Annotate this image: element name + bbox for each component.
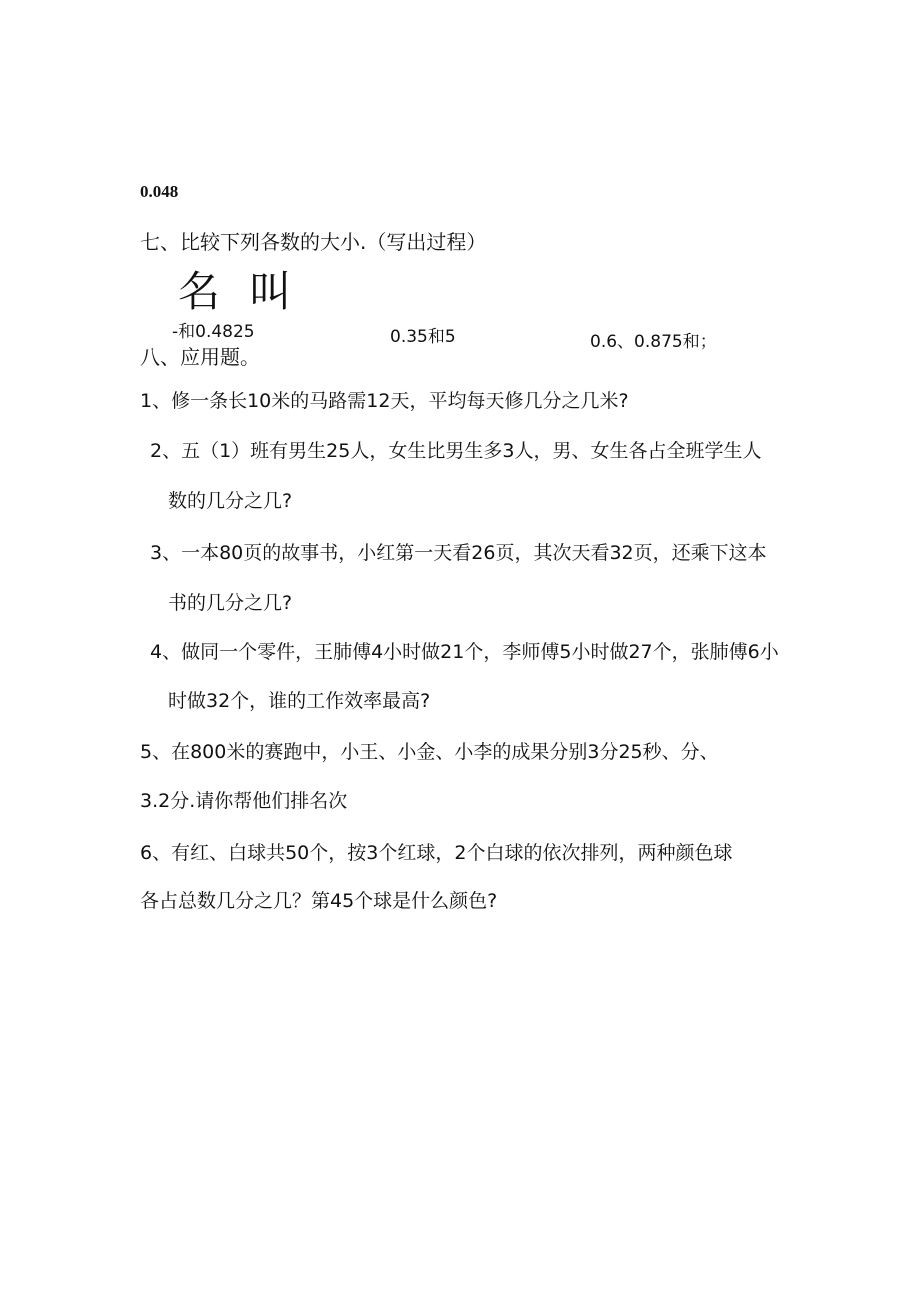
compare-item-2: 0.35和5 xyxy=(390,327,456,347)
question-6-line-1: 6、有红、白球共50个，按3个红球，2个白球的依次排列，两种颜色球 xyxy=(140,842,733,864)
question-4-line-2: 时做32个，谁的工作效率最高? xyxy=(168,690,431,712)
question-4-line-1: 4、做同一个零件，王肺傅4小时做21个，李师傅5小时做27个，张肺傅6小 xyxy=(150,641,779,663)
top-value: 0.048 xyxy=(140,182,179,201)
compare-item-1: -和0.4825 xyxy=(172,322,255,342)
question-1: 1、修一条长10米的马路需12天，平均每天修几分之几米? xyxy=(140,390,629,412)
question-5-line-1: 5、在800米的赛跑中，小王、小金、小李的成果分别3分25秒、分、 xyxy=(140,741,719,763)
question-5-line-2: 3.2分.请你帮他们排名次 xyxy=(140,790,348,812)
question-3-line-1: 3、一本80页的故事书，小红第一天看26页，其次天看32页，还乘下这本 xyxy=(150,542,767,564)
question-3-line-2: 书的几分之几? xyxy=(168,592,293,614)
question-6-line-2: 各占总数几分之几？第45个球是什么颜色? xyxy=(140,890,498,912)
section-8-heading: 八、应用题。 xyxy=(140,345,260,369)
question-2-line-1: 2、五（1）班有男生25人，女生比男生多3人，男、女生各占全班学生人 xyxy=(150,440,762,462)
section-7-heading: 七、比较下列各数的大小.（写出过程） xyxy=(140,230,487,254)
compare-item-3: 0.6、0.875和； xyxy=(590,332,717,352)
question-2-line-2: 数的几分之几? xyxy=(168,490,293,512)
handwritten-mark: 名 叫 xyxy=(178,267,300,316)
